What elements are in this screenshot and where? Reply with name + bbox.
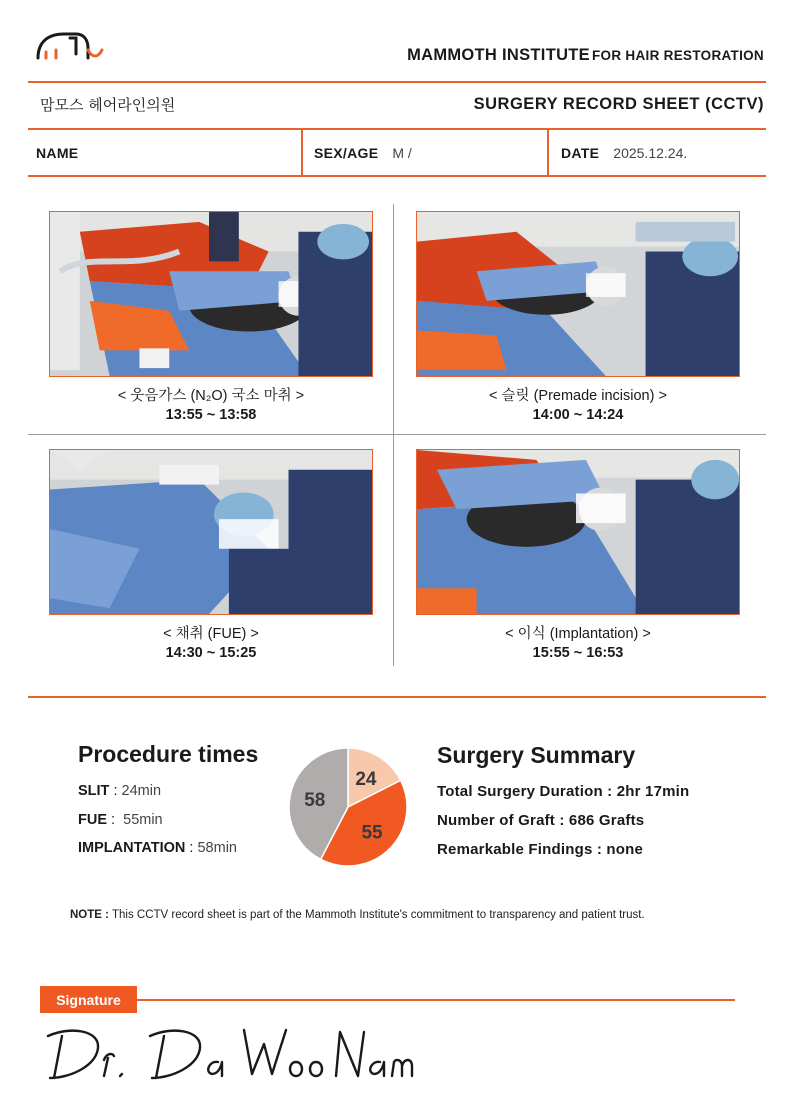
caption-title: < 슬릿 (Premade incision) > xyxy=(489,388,667,404)
patient-info-row xyxy=(28,130,766,176)
procedure-pie-chart xyxy=(287,746,409,868)
brand-name xyxy=(407,46,764,65)
signature-line xyxy=(137,999,735,1001)
photo-grid-horizontal xyxy=(28,434,766,435)
summary-graft-count: Number of Graft : 686 Grafts xyxy=(437,812,645,829)
caption-time: 13:55 ~ 13:58 xyxy=(165,407,257,423)
photo-caption xyxy=(49,387,373,425)
caption-time: 14:30 ~ 15:25 xyxy=(165,645,257,661)
cctv-photo-implantation xyxy=(416,449,740,615)
procedure-value: 24min xyxy=(121,783,162,799)
pie-data-label: 58 xyxy=(304,789,326,811)
brand-sub: FOR HAIR RESTORATION xyxy=(591,48,764,63)
footer-note xyxy=(70,909,645,921)
procedure-times-title: Procedure times xyxy=(78,741,259,767)
photo-caption xyxy=(416,625,740,663)
mammoth-logo-icon xyxy=(36,28,108,64)
caption-title: < 웃음가스 (N₂O) 국소 마취 > xyxy=(117,388,305,404)
procedure-separator: : xyxy=(107,812,124,828)
note-label: NOTE : xyxy=(70,909,109,921)
procedure-value: 55min xyxy=(123,812,163,828)
info-separator xyxy=(547,130,549,176)
date-cell xyxy=(561,130,687,176)
caption-time: 15:55 ~ 16:53 xyxy=(532,645,624,661)
handwritten-signature xyxy=(40,1022,420,1084)
procedure-label: IMPLANTATION xyxy=(78,840,186,856)
divider-top xyxy=(28,81,766,83)
brand-main: MAMMOTH INSTITUTE xyxy=(407,46,590,64)
sex-age-value: M / xyxy=(392,145,412,161)
cctv-photo-fue xyxy=(49,449,373,615)
name-label: NAME xyxy=(36,145,79,161)
name-cell xyxy=(36,130,92,176)
procedure-separator: : xyxy=(185,840,198,856)
procedure-label: SLIT xyxy=(78,783,110,799)
procedure-value: 58min xyxy=(197,840,237,856)
caption-title: < 채취 (FUE) > xyxy=(163,626,259,642)
photo-caption xyxy=(416,387,740,425)
note-text: This CCTV record sheet is part of the Mammoth Institute's commitment to transparency and patient trust. xyxy=(111,909,645,921)
summary-findings: Remarkable Findings : none xyxy=(437,841,644,858)
divider-summary xyxy=(28,696,766,698)
caption-time: 14:00 ~ 14:24 xyxy=(532,407,624,423)
pie-data-label: 55 xyxy=(361,822,383,844)
photo-caption xyxy=(49,625,373,663)
date-value: 2025.12.24. xyxy=(613,145,688,161)
procedure-label: FUE xyxy=(78,812,107,828)
procedure-separator: : xyxy=(109,783,122,799)
cctv-photo-anesthesia xyxy=(49,211,373,377)
procedure-time-item xyxy=(78,840,237,856)
cctv-photo-slit xyxy=(416,211,740,377)
caption-title: < 이식 (Implantation) > xyxy=(505,626,651,642)
signature-badge: Signature xyxy=(40,986,137,1013)
clinic-korean-name: 맘모스 헤어라인의원 xyxy=(40,96,176,114)
photo-grid-vertical xyxy=(393,204,394,666)
info-separator xyxy=(301,130,303,176)
pie-data-label: 24 xyxy=(355,768,377,790)
date-label: DATE xyxy=(561,145,600,161)
surgery-summary-title: Surgery Summary xyxy=(437,742,636,768)
sex-age-label: SEX/AGE xyxy=(314,145,379,161)
procedure-time-item xyxy=(78,812,163,828)
divider-info-bottom xyxy=(28,175,766,177)
sheet-title: SURGERY RECORD SHEET (CCTV) xyxy=(473,95,764,113)
sex-age-cell xyxy=(314,130,412,176)
procedure-time-item xyxy=(78,783,161,799)
summary-total-duration: Total Surgery Duration : 2hr 17min xyxy=(437,783,690,800)
